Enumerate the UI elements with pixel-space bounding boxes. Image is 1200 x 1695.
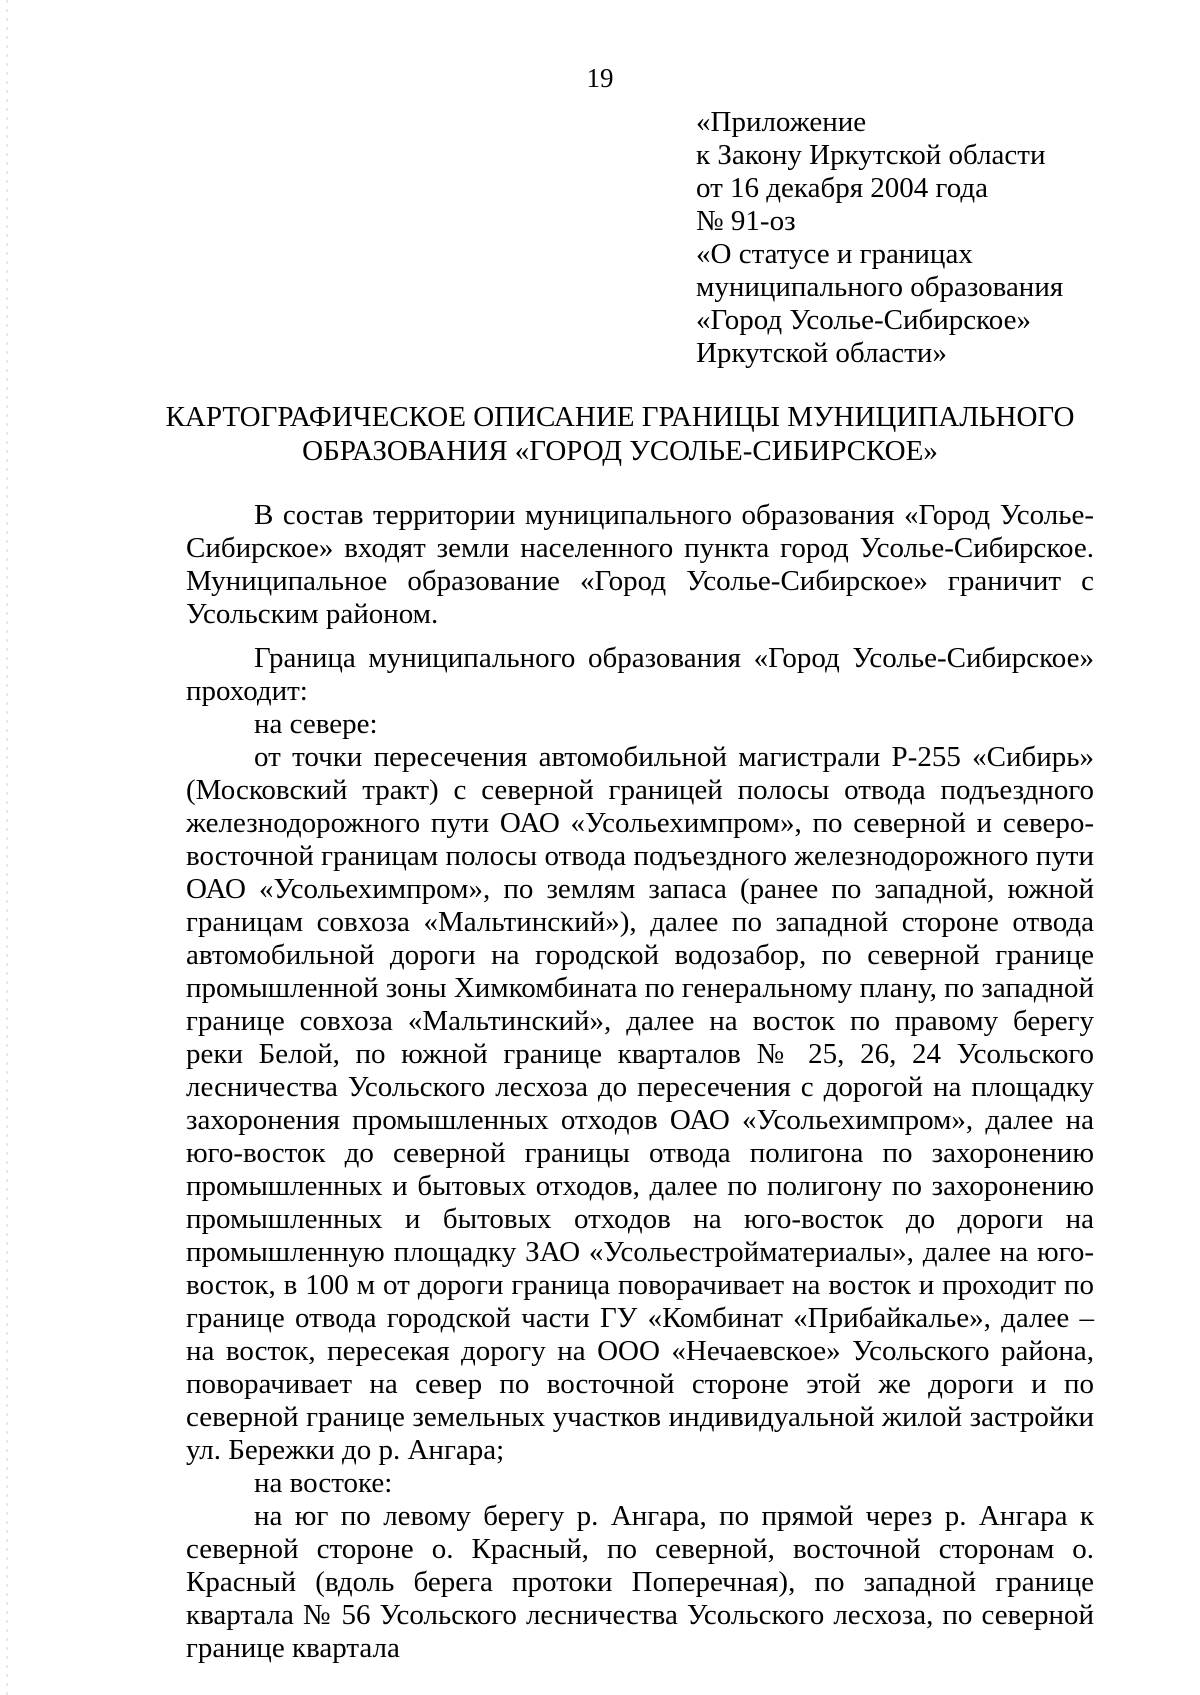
section-label-north: на севере: [254,708,378,740]
appendix-header [696,106,1176,370]
appendix-line: муниципального образования [696,271,1064,303]
paragraph-boundary-intro: Граница муниципального образования «Город Усолье-Сибирское» проходит: [186,642,1094,707]
paragraph-north-boundary: от точки пересечения автомобильной магистрали Р-255 «Сибирь» (Московский тракт) с северной границей полосы отвода подъездного железнодорожного пути ОАО «Усольехимпром», по северной и северо-восточной границам полосы отвода подъездного железнодорожного пути ОАО «Усольехимпром», по землям запаса (ранее по западной, южной границам совхоза «Мальтинский»), далее по западной стороне отвода автомобильной дороги на городской водозабор, по северной границе промышленной зоны Химкомбината по генеральному плану, по западной границе совхоза «Мальтинский», далее на восток по правому берегу реки Белой, по южной границе кварталов № 25, 26, 24 Усольского лесничества Усольского лесхоза до пересечения с дорогой на площадку захоронения промышленных отходов ОАО «Усольехимпром», далее на юго-восток до северной границы отвода полигона по захоронению промышленных и бытовых отходов, далее по полигону по захоронению промышленных и бытовых отходов на юго-восток до дороги на промышленную площадку ЗАО «Усольестройматериалы», далее на юго-восток, в 100 м от дороги граница поворачивает на восток и проходит по границе отвода городской части ГУ «Комбинат «Прибайкалье», далее – на восток, пересекая дорогу на ООО «Нечаевское» Усольского района, поворачивает на север по восточной стороне этой же дороги и по северной границе земельных участков индивидуальной жилой застройки ул. Бережки до р. Ангара; [186,741,1094,1466]
section-label-east: на востоке: [254,1467,393,1499]
title-line: КАРТОГРАФИЧЕСКОЕ ОПИСАНИЕ ГРАНИЦЫ МУНИЦИПАЛЬНОГО [165,401,1075,433]
paragraph-composition: В состав территории муниципального образования «Город Усолье-Сибирское» входят земли населенного пункта город Усолье-Сибирское. Муниципальное образование «Город Усолье-Сибирское» граничит с Усольским районом. [186,499,1094,630]
title-line: ОБРАЗОВАНИЯ «ГОРОД УСОЛЬЕ-СИБИРСКОЕ» [302,435,938,467]
document-title [150,400,1090,468]
page-number: 19 [586,63,614,93]
scan-edge-marks [6,0,8,1695]
appendix-line: «Город Усолье-Сибирское» [696,304,1032,336]
appendix-line: к Закону Иркутской области [696,139,1046,171]
appendix-line: «О статусе и границах [696,238,973,270]
appendix-line: № 91-оз [696,205,796,237]
appendix-line: Иркутской области» [696,337,947,369]
paragraph-east-boundary: на юг по левому берегу р. Ангара, по прямой через р. Ангара к северной стороне о. Красный, по северной, восточной сторонам о. Красный (вдоль берега протоки Поперечная), по западной границе квартала № 56 Усольского лесничества Усольского лесхоза, по северной границе квартала [186,1500,1094,1664]
appendix-line: от 16 декабря 2004 года [696,172,988,204]
appendix-line: «Приложение [696,106,867,138]
document-body [186,499,1094,1665]
